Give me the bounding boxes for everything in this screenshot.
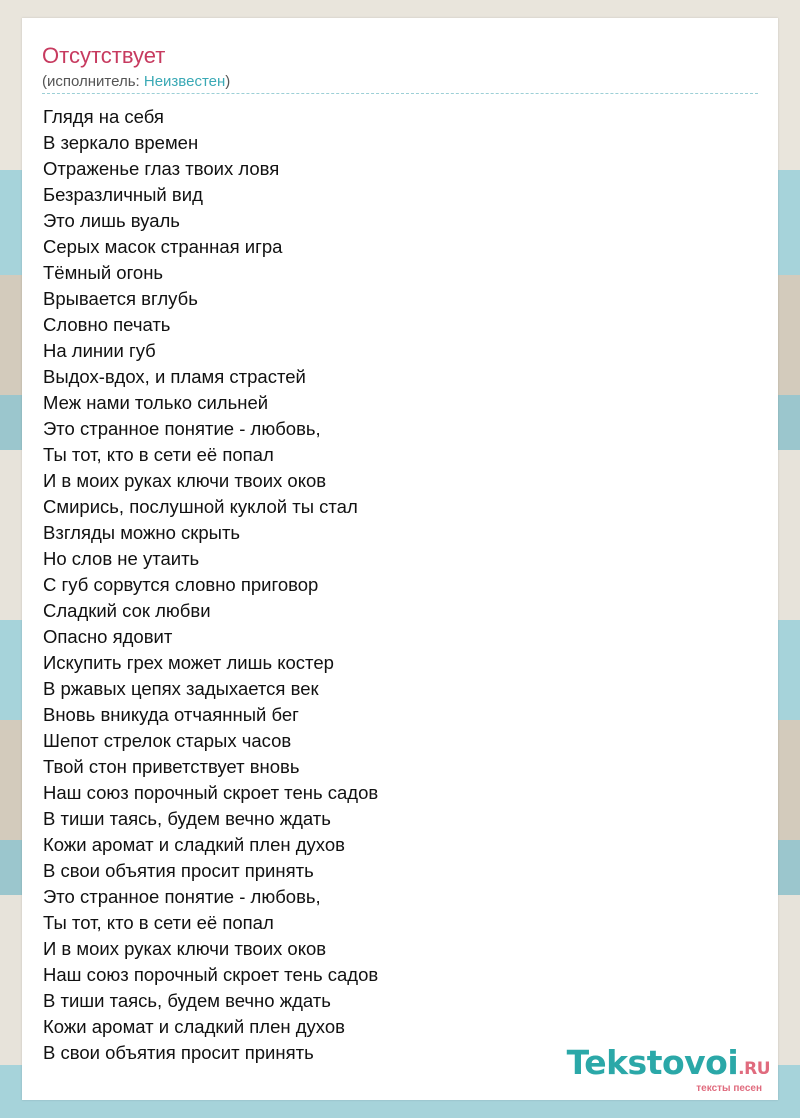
lyric-line: Безразличный вид	[43, 184, 203, 205]
lyric-line: И в моих руках ключи твоих оков	[43, 470, 327, 491]
lyric-line: Выдох-вдох, и пламя страстей	[43, 366, 306, 387]
lyric-line: В зеркало времен	[43, 132, 199, 153]
lyric-line: Опасно ядовит	[43, 626, 173, 647]
lyrics-sheet	[22, 18, 778, 1100]
lyric-line: Искупить грех может лишь костер	[43, 652, 334, 673]
lyric-line: Отраженье глаз твоих ловя	[43, 158, 280, 179]
site-logo[interactable]	[567, 1045, 770, 1094]
lyric-line: Кожи аромат и сладкий плен духов	[43, 1016, 345, 1037]
lyric-line: Тёмный огонь	[43, 262, 164, 283]
lyric-line: Наш союз порочный скроет тень садов	[43, 964, 379, 985]
lyric-line: Вновь вникуда отчаянный бег	[43, 704, 299, 725]
artist-line	[42, 73, 230, 91]
logo-tagline: тексты песен	[696, 1083, 762, 1094]
artist-suffix: )	[225, 73, 231, 90]
lyric-line: Сладкий сок любви	[43, 600, 211, 621]
artist-link[interactable]: Неизвестен	[143, 73, 226, 90]
logo-wordmark	[567, 1045, 770, 1087]
lyric-line: С губ сорвутся словно приговор	[43, 574, 319, 595]
lyric-line: В тиши таясь, будем вечно ждать	[43, 808, 331, 829]
lyric-line: Ты тот, кто в сети её попал	[43, 912, 274, 933]
lyric-line: И в моих руках ключи твоих оков	[43, 938, 327, 959]
lyric-line: Наш союз порочный скроет тень садов	[43, 782, 379, 803]
lyric-line: Это лишь вуаль	[43, 210, 180, 231]
lyric-line: Но слов не утаить	[43, 548, 200, 569]
lyric-line: В свои объятия просит принять	[43, 1042, 314, 1063]
lyric-line: В тиши таясь, будем вечно ждать	[43, 990, 331, 1011]
lyrics-list	[43, 104, 378, 1066]
lyric-line: Взгляды можно скрыть	[43, 522, 241, 543]
artist-prefix: (исполнитель:	[42, 73, 144, 90]
song-title: Отсутствует	[42, 43, 166, 68]
lyric-line: Врывается вглубь	[43, 288, 198, 309]
lyric-line: В ржавых цепях задыхается век	[43, 678, 319, 699]
lyric-line: Кожи аромат и сладкий плен духов	[43, 834, 345, 855]
lyric-line: Это странное понятие - любовь,	[43, 418, 321, 439]
lyric-line: Серых масок странная игра	[43, 236, 283, 257]
lyric-line: Ты тот, кто в сети её попал	[43, 444, 274, 465]
lyric-line: Это странное понятие - любовь,	[43, 886, 321, 907]
lyric-line: Меж нами только сильней	[43, 392, 269, 413]
lyric-line: Твой стон приветствует вновь	[43, 756, 300, 777]
lyric-line: На линии губ	[43, 340, 156, 361]
lyric-line: Словно печать	[43, 314, 171, 335]
divider	[42, 93, 758, 94]
lyric-line: Смирись, послушной куклой ты стал	[43, 496, 358, 517]
lyric-line: Глядя на себя	[43, 106, 164, 127]
logo-name: Tekstovoi	[566, 1043, 739, 1082]
lyric-line: Шепот стрелок старых часов	[43, 730, 292, 751]
logo-tld: .RU	[738, 1059, 770, 1079]
lyric-line: В свои объятия просит принять	[43, 860, 314, 881]
